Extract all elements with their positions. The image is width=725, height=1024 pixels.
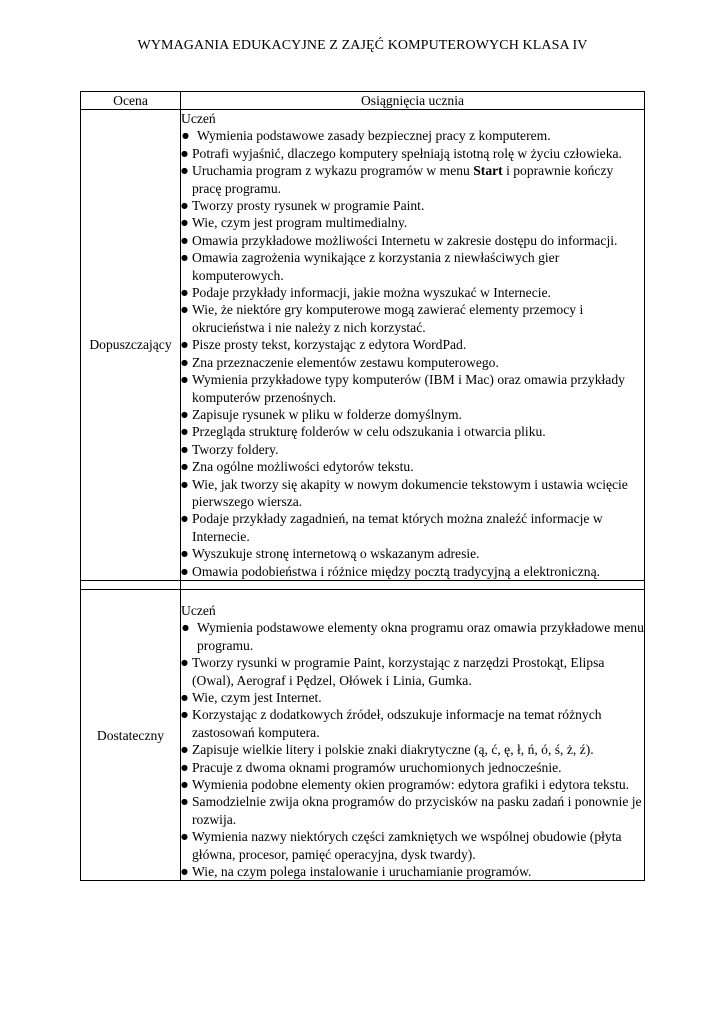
list-item: ● Potrafi wyjaśnić, dlaczego komputery spełniają istotną rolę w życiu człowieka.	[181, 145, 644, 162]
list-item: ● Podaje przykłady zagadnień, na temat których można znaleźć informacje w Internecie.	[181, 510, 644, 545]
table-row	[81, 110, 645, 581]
list-item: ● Wie, czym jest Internet.	[181, 689, 644, 706]
list-item: ● Wie, jak tworzy się akapity w nowym dokumencie tekstowym i ustawia wcięcie pierwszego wiersza.	[181, 476, 644, 511]
list-item: ● Wie, na czym polega instalowanie i uruchamianie programów.	[181, 863, 644, 880]
requirements-list	[181, 127, 644, 580]
row-gap	[81, 580, 645, 589]
achievements-cell	[181, 110, 645, 581]
list-item: ● Wymienia podstawowe elementy okna programu oraz omawia przykładowe menu programu.	[181, 619, 644, 654]
header-grade: Ocena	[81, 92, 181, 110]
list-item: ● Wie, czym jest program multimedialny.	[181, 214, 644, 231]
list-item: ● Zna przeznaczenie elementów zestawu komputerowego.	[181, 354, 644, 371]
grade-label: Dostateczny	[81, 589, 181, 881]
list-item: ● Samodzielnie zwija okna programów do przycisków na pasku zadań i ponownie je rozwija.	[181, 793, 644, 828]
intro-text: Uczeń	[181, 602, 216, 618]
table-header-row	[81, 92, 645, 110]
list-item: ● Zapisuje wielkie litery i polskie znaki diakrytyczne (ą, ć, ę, ł, ń, ó, ś, ż, ź).	[181, 741, 644, 758]
requirements-table	[80, 91, 645, 881]
page-title: WYMAGANIA EDUKACYJNE Z ZAJĘĆ KOMPUTEROWYCH KLASA IV	[137, 38, 588, 53]
list-item: ● Tworzy rysunki w programie Paint, korzystając z narzędzi Prostokąt, Elipsa (Owal), Aerograf i Pędzel, Ołówek i Linia, Gumka.	[181, 654, 644, 689]
gap-cell	[181, 580, 645, 589]
grade-label: Dopuszczający	[81, 110, 181, 581]
list-item: ● Pisze prosty tekst, korzystając z edytora WordPad.	[181, 336, 644, 353]
gap-cell	[81, 580, 181, 589]
table-row	[81, 589, 645, 881]
list-item: ● Wymienia nazwy niektórych części zamkniętych we wspólnej obudowie (płyta główna, procesor, pamięć operacyjna, dysk twardy).	[181, 828, 644, 863]
list-item: ● Wymienia podstawowe zasady bezpiecznej pracy z komputerem.	[181, 127, 644, 144]
list-item: ● Wie, że niektóre gry komputerowe mogą zawierać elementy przemocy i okrucieństwa i nie należy z nich korzystać.	[181, 301, 644, 336]
achievements-cell	[181, 589, 645, 881]
list-item: ● Wymienia przykładowe typy komputerów (IBM i Mac) oraz omawia przykłady komputerów przenośnych.	[181, 371, 644, 406]
list-item: ● Omawia przykładowe możliwości Internetu w zakresie dostępu do informacji.	[181, 232, 644, 249]
list-item: ● Omawia podobieństwa i różnice między pocztą tradycyjną a elektroniczną.	[181, 563, 644, 580]
list-item: ● Pracuje z dwoma oknami programów uruchomionych jednocześnie.	[181, 759, 644, 776]
intro-text: Uczeń	[181, 111, 216, 126]
header-achievements: Osiągnięcia ucznia	[181, 92, 645, 110]
list-item: ● Zna ogólne możliwości edytorów tekstu.	[181, 458, 644, 475]
list-item: ● Wymienia podobne elementy okien programów: edytora grafiki i edytora tekstu.	[181, 776, 644, 793]
list-item: ● Wyszukuje stronę internetową o wskazanym adresie.	[181, 545, 644, 562]
requirements-list	[181, 619, 644, 880]
list-item: ● Korzystając z dodatkowych źródeł, odszukuje informacje na temat różnych zastosowań komputera.	[181, 706, 644, 741]
list-item: ● Tworzy foldery.	[181, 441, 644, 458]
list-item: ● Zapisuje rysunek w pliku w folderze domyślnym.	[181, 406, 644, 423]
list-item: ● Uruchamia program z wykazu programów w menu Start i poprawnie kończy pracę programu.	[181, 162, 644, 197]
list-item: ● Podaje przykłady informacji, jakie można wyszukać w Internecie.	[181, 284, 644, 301]
list-item: ● Przegląda strukturę folderów w celu odszukania i otwarcia pliku.	[181, 423, 644, 440]
list-item: ● Tworzy prosty rysunek w programie Paint.	[181, 197, 644, 214]
list-item: ● Omawia zagrożenia wynikające z korzystania z niewłaściwych gier komputerowych.	[181, 249, 644, 284]
